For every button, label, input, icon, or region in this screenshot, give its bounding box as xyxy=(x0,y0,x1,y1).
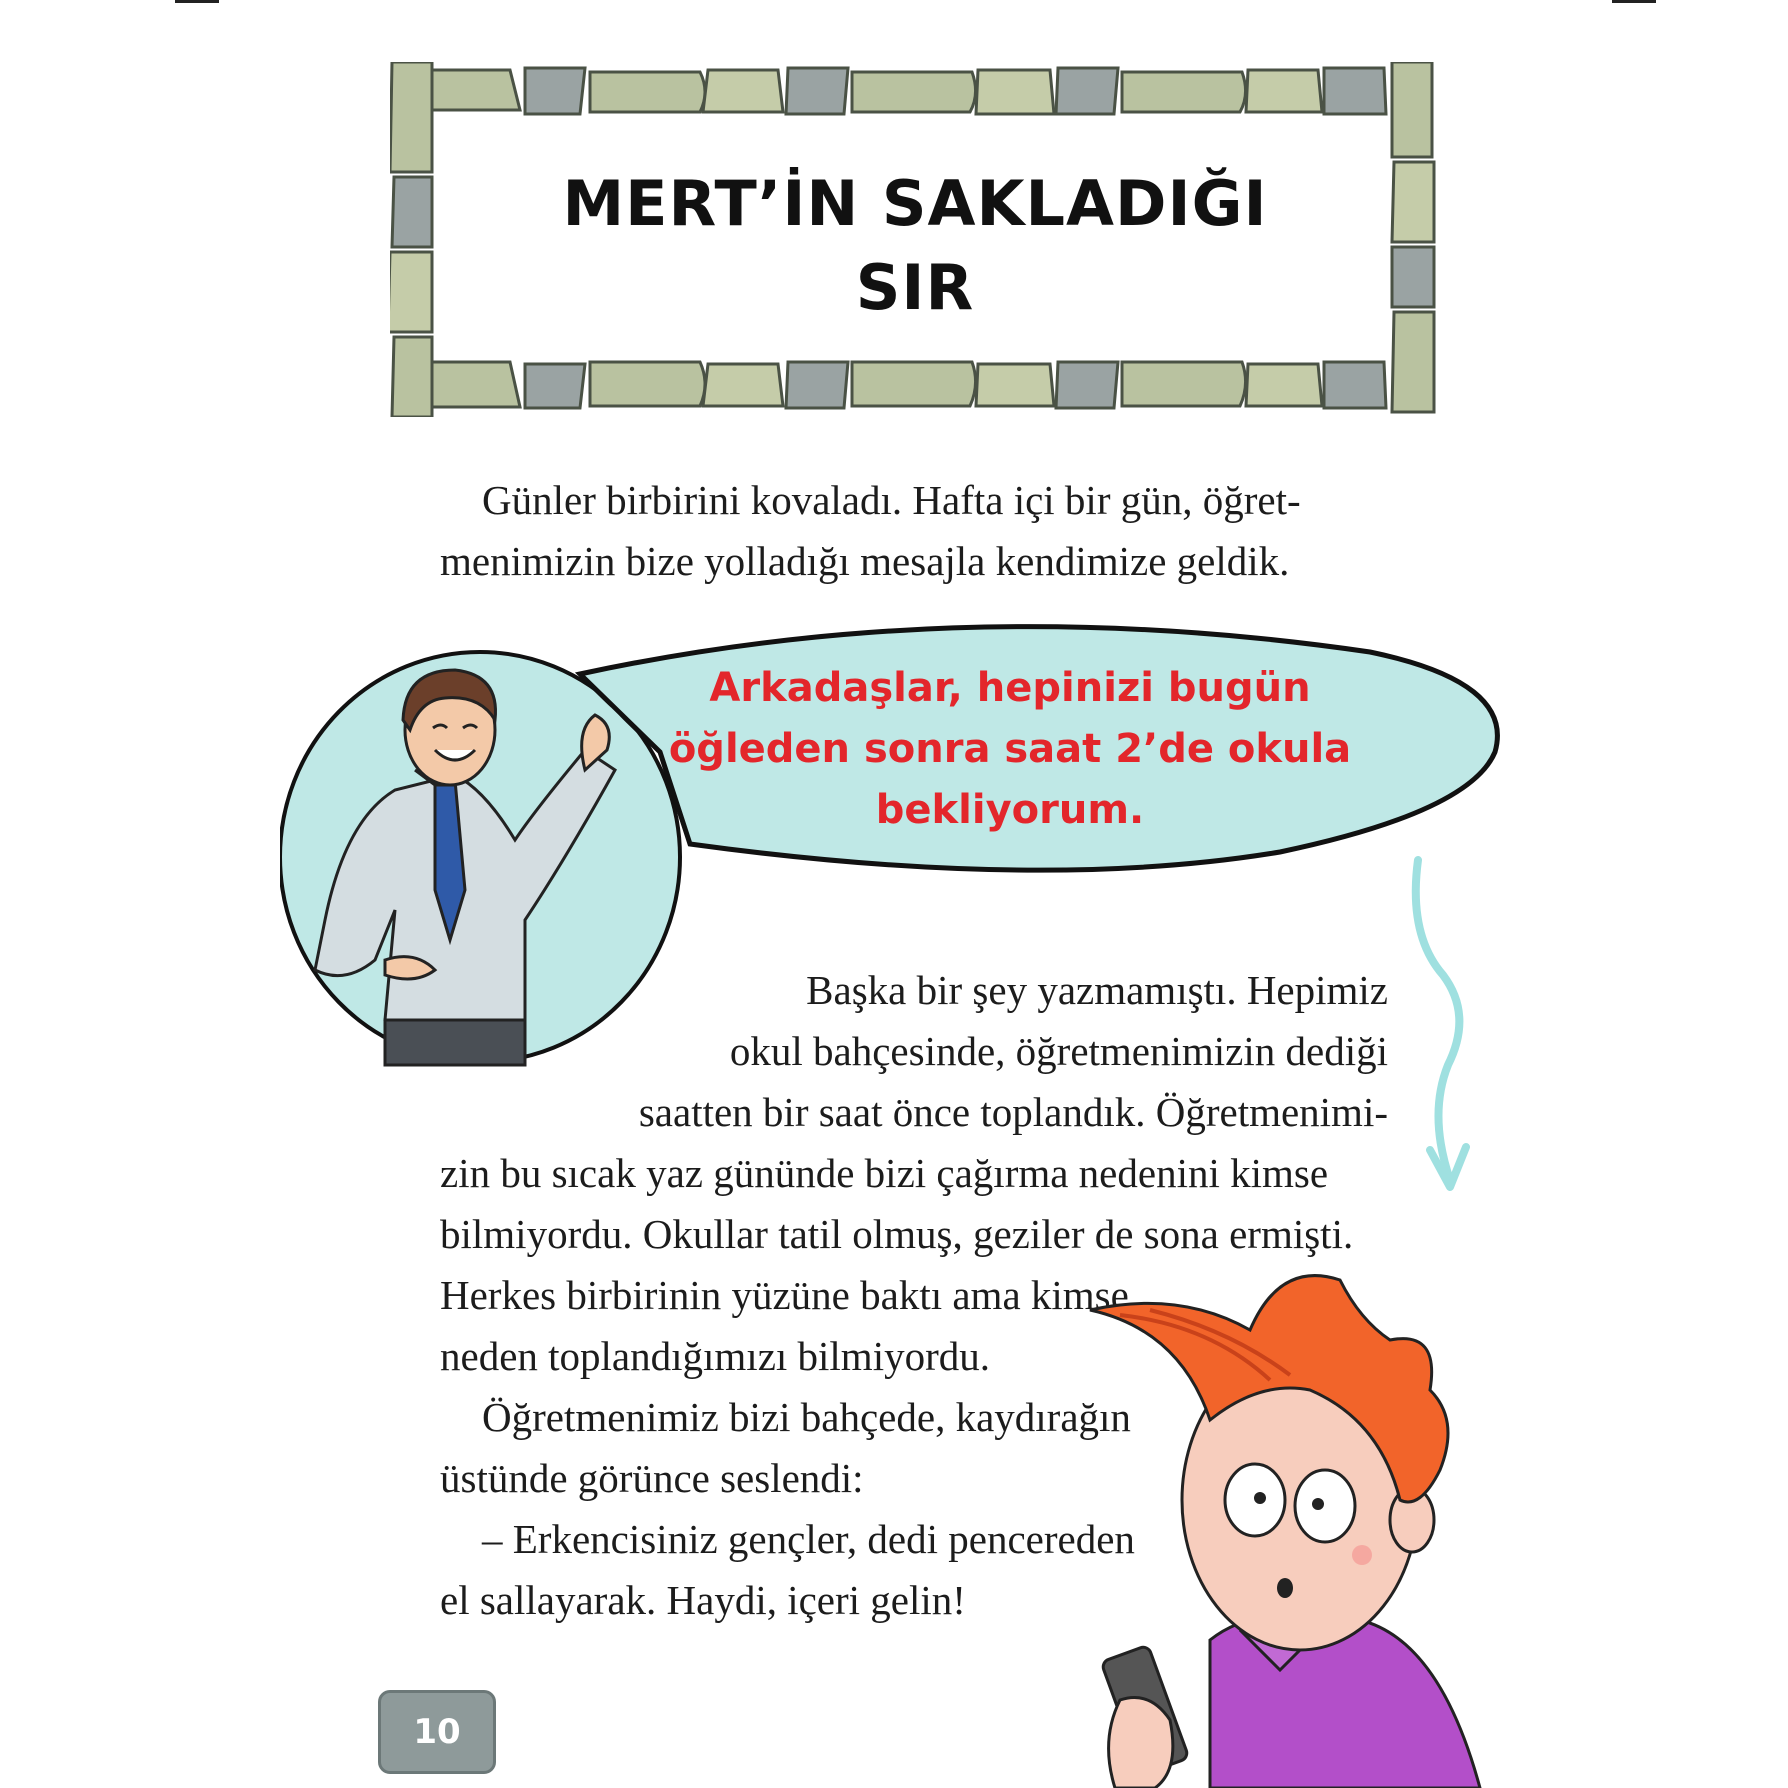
story-line: Başka bir şey yazmamıştı. Hepimiz xyxy=(806,967,1388,1013)
intro-line: Günler birbirini kovaladı. Hafta içi bir gün, öğret- xyxy=(482,477,1301,523)
crop-mark-left xyxy=(175,0,219,3)
story-line: – Erkencisiniz gençler, dedi pencereden xyxy=(482,1516,1135,1562)
chapter-title-line2: SIR xyxy=(855,251,975,324)
crop-mark-right xyxy=(1612,0,1656,3)
speech-line: bekliyorum. xyxy=(875,787,1145,833)
story-line: neden toplandığımızı bilmiyordu. xyxy=(440,1333,990,1379)
intro-paragraph xyxy=(440,470,1388,592)
story-line: Öğretmenimiz bizi bahçede, kaydırağın xyxy=(482,1394,1131,1440)
story-line: okul bahçesinde, öğretmenimizin dediği xyxy=(729,1028,1388,1074)
speech-line: Arkadaşlar, hepinizi bugün xyxy=(709,665,1311,711)
page-number-badge xyxy=(378,1690,496,1774)
wavy-arrow-down-icon xyxy=(1398,855,1478,1195)
boy-with-phone-illustration xyxy=(1060,1270,1530,1788)
story-line: el sallayarak. Haydi, içeri gelin! xyxy=(440,1577,966,1623)
story-paragraph-1 xyxy=(440,960,1388,1143)
story-paragraph-3 xyxy=(440,1509,1135,1631)
speech-bubble-text xyxy=(660,658,1360,841)
story-line: saatten bir saat önce toplandık. Öğretmenimi- xyxy=(638,1089,1388,1135)
chapter-title-line1: MERT’İN SAKLADIĞI xyxy=(562,167,1268,240)
story-line: zin bu sıcak yaz gününde bizi çağırma nedenini kimse xyxy=(440,1150,1329,1196)
story-paragraph-2 xyxy=(440,1387,1131,1509)
story-line: Herkes birbirinin yüzüne baktı ama kimse xyxy=(440,1272,1129,1318)
story-line: bilmiyordu. Okullar tatil olmuş, geziler de sona ermişti. xyxy=(440,1211,1354,1257)
story-line: üstünde görünce seslendi: xyxy=(440,1455,864,1501)
intro-line: menimizin bize yolladığı mesajla kendimize geldik. xyxy=(440,538,1290,584)
page-number: 10 xyxy=(413,1712,461,1752)
title-frame xyxy=(390,62,1440,417)
speech-line: öğleden sonra saat 2’de okula xyxy=(668,726,1352,772)
chapter-title xyxy=(450,162,1380,330)
